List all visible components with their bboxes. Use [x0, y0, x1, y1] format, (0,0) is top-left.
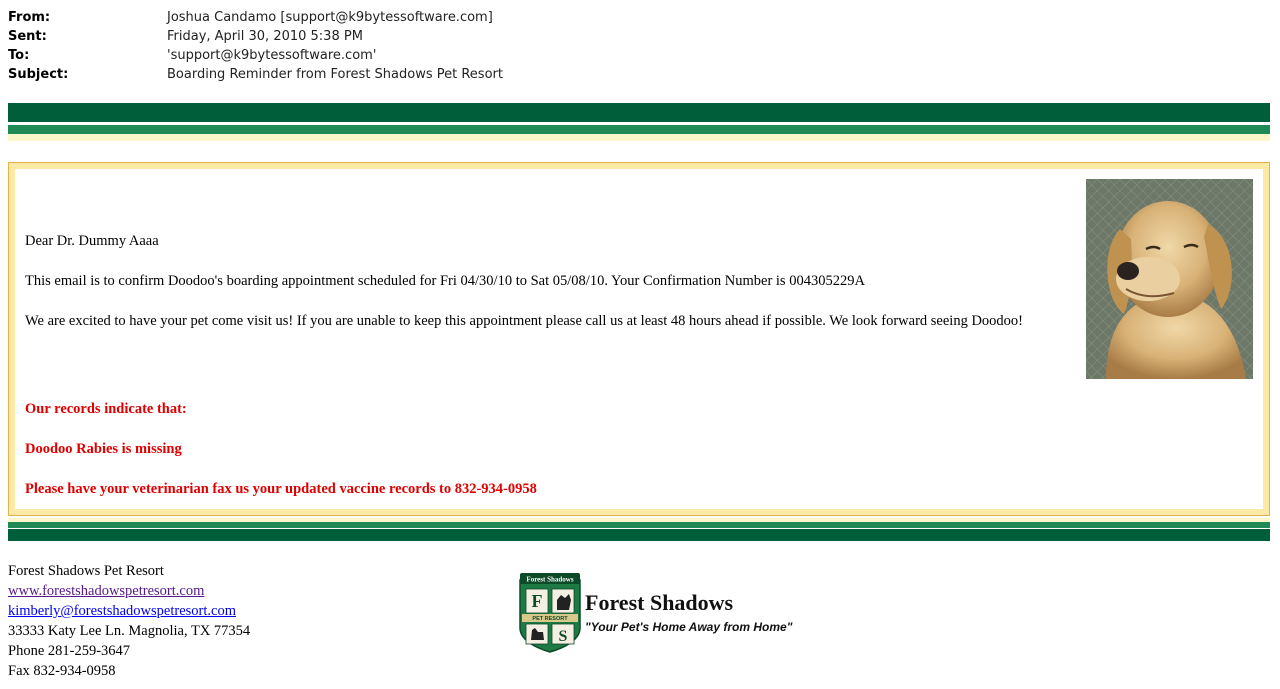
website-link[interactable]: www.forestshadowspetresort.com [8, 583, 205, 599]
address-text: 33333 Katy Lee Ln. Magnolia, TX 77354 [8, 623, 251, 639]
top-stripe-cream [8, 134, 1270, 141]
business-name: Forest Shadows Pet Resort [8, 563, 164, 579]
confirmation-text: This email is to confirm Doodoo's boarding appointment scheduled for Fri 04/30/10 to Sat 05/08/10. Your Confirmation Number is 004305229A [25, 273, 865, 289]
missing-vaccine-text: Doodoo Rabies is missing [25, 441, 182, 457]
subject-label: Subject: [8, 67, 69, 82]
sent-value: Friday, April 30, 2010 5:38 PM [167, 29, 363, 44]
to-row [8, 46, 708, 65]
from-label: From: [8, 10, 51, 25]
message-body [15, 169, 1263, 509]
svg-text:S: S [558, 628, 568, 645]
logo-tagline: "Your Pet's Home Away from Home" [585, 620, 793, 634]
fax-text: Fax 832-934-0958 [8, 663, 116, 679]
phone-text: Phone 281-259-3647 [8, 643, 131, 659]
contact-info [8, 561, 408, 681]
bottom-stripe-dark [8, 529, 1270, 541]
message-panel [8, 162, 1270, 516]
from-row [8, 8, 708, 27]
svg-text:Forest Shadows: Forest Shadows [526, 575, 574, 584]
top-stripe-dark [8, 103, 1270, 122]
excited-text: We are excited to have your pet come visit us! If you are unable to keep this appointment please call us at least 48 hours ahead if possible. We look forward seeing Doodoo! [25, 313, 1024, 329]
forest-shadows-logo [516, 570, 806, 654]
svg-text:PET RESORT: PET RESORT [532, 616, 568, 622]
top-stripe-mid [8, 125, 1270, 134]
from-value[interactable]: Joshua Candamo [support@k9bytessoftware.com] [167, 10, 493, 25]
subject-row [8, 65, 708, 84]
svg-text:F: F [531, 591, 543, 611]
to-label: To: [8, 48, 30, 63]
sent-row [8, 27, 708, 46]
shield-logo-icon [516, 570, 584, 654]
subject-value: Boarding Reminder from Forest Shadows Pet Resort [167, 67, 503, 82]
logo-name: Forest Shadows [585, 590, 734, 615]
to-value[interactable]: 'support@k9bytessoftware.com' [167, 48, 377, 63]
email-link[interactable]: kimberly@forestshadowspetresort.com [8, 603, 236, 619]
fax-request-text: Please have your veterinarian fax us your updated vaccine records to 832-934-0958 [25, 481, 537, 497]
email-header [8, 8, 708, 84]
records-intro-text: Our records indicate that: [25, 401, 187, 417]
dog-photo [1086, 179, 1253, 379]
sent-label: Sent: [8, 29, 47, 44]
greeting-text: Dear Dr. Dummy Aaaa [25, 233, 159, 249]
